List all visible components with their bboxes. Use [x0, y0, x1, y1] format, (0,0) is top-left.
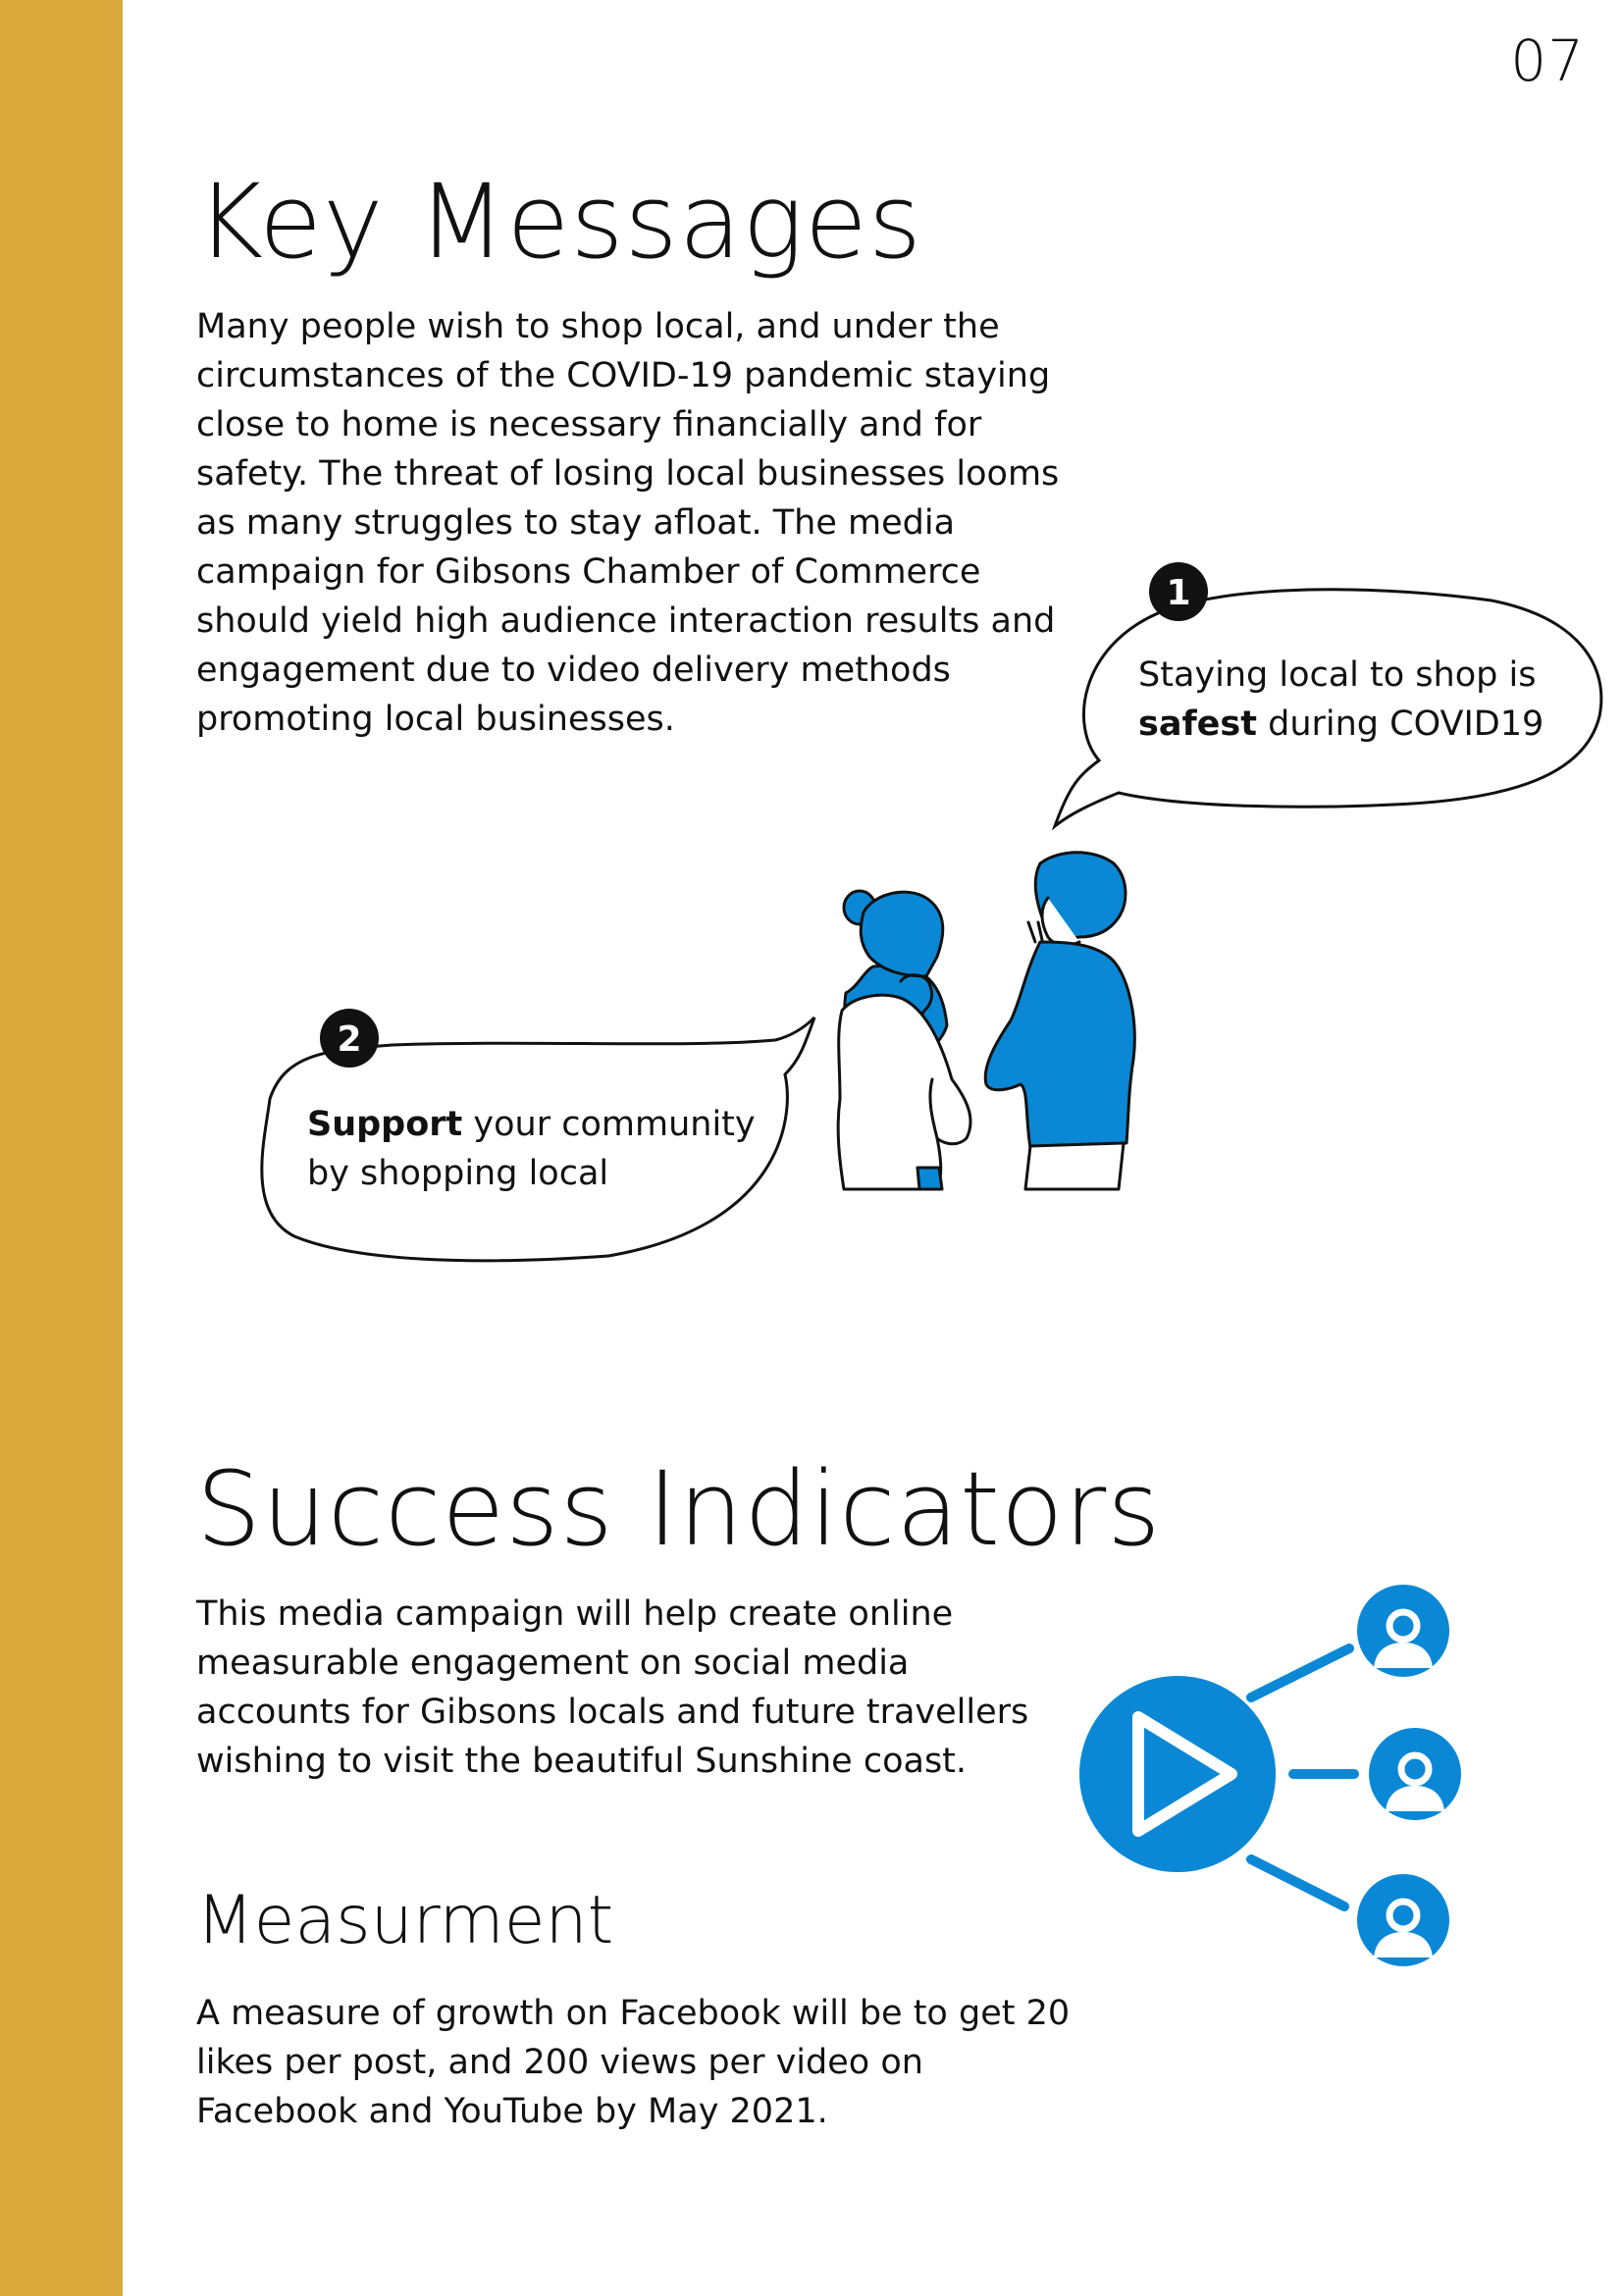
success-indicators-title: Success Indicators — [196, 1449, 1162, 1569]
bubble-1-prefix: Staying local to shop is — [1138, 655, 1537, 695]
bubble-1-suffix: during COVID19 — [1256, 704, 1545, 744]
key-messages-body: Many people wish to shop local, and under the circumstances of the COVID-19 pandemic staying close to home is necessary financially and for safety. The threat of losing local businesses looms as many struggles to stay afloat. The media campaign for Gibsons Chamber of Commerce should yield high audience interaction results and engagement due to video delivery methods promoting local businesses. — [196, 307, 1060, 739]
key-messages-title: Key Messages — [196, 162, 922, 282]
bubble-1-bold: safest — [1138, 704, 1257, 744]
badge-1-number: 1 — [1166, 573, 1191, 613]
bubble-2-suffix: your community by shopping local — [307, 1105, 756, 1193]
bubble-1-text — [1138, 651, 1570, 749]
user-icon-middle — [1369, 1728, 1461, 1820]
man-figure — [985, 853, 1134, 1189]
play-icon — [1079, 1676, 1276, 1872]
badge-2-number: 2 — [337, 1019, 362, 1060]
user-icon-bottom — [1357, 1874, 1449, 1966]
woman-figure — [838, 891, 970, 1189]
bubble-2-text — [307, 1100, 778, 1198]
measurement-body: A measure of growth on Facebook will be to get 20 likes per post, and 200 views per video on Facebook and YouTube by May 2021. — [196, 1994, 1071, 2131]
network-diagram — [1079, 1585, 1461, 1966]
user-icon-top — [1357, 1585, 1449, 1677]
success-indicators-body: This media campaign will help create online measurable engagement on social media accounts for Gibsons locals and future travellers wishing to visit the beautiful Sunshine coast. — [196, 1594, 1029, 1781]
page-number: 07 — [1510, 27, 1585, 94]
bubble-2-bold: Support — [307, 1105, 463, 1144]
measurement-title: Measurment — [196, 1882, 614, 1959]
